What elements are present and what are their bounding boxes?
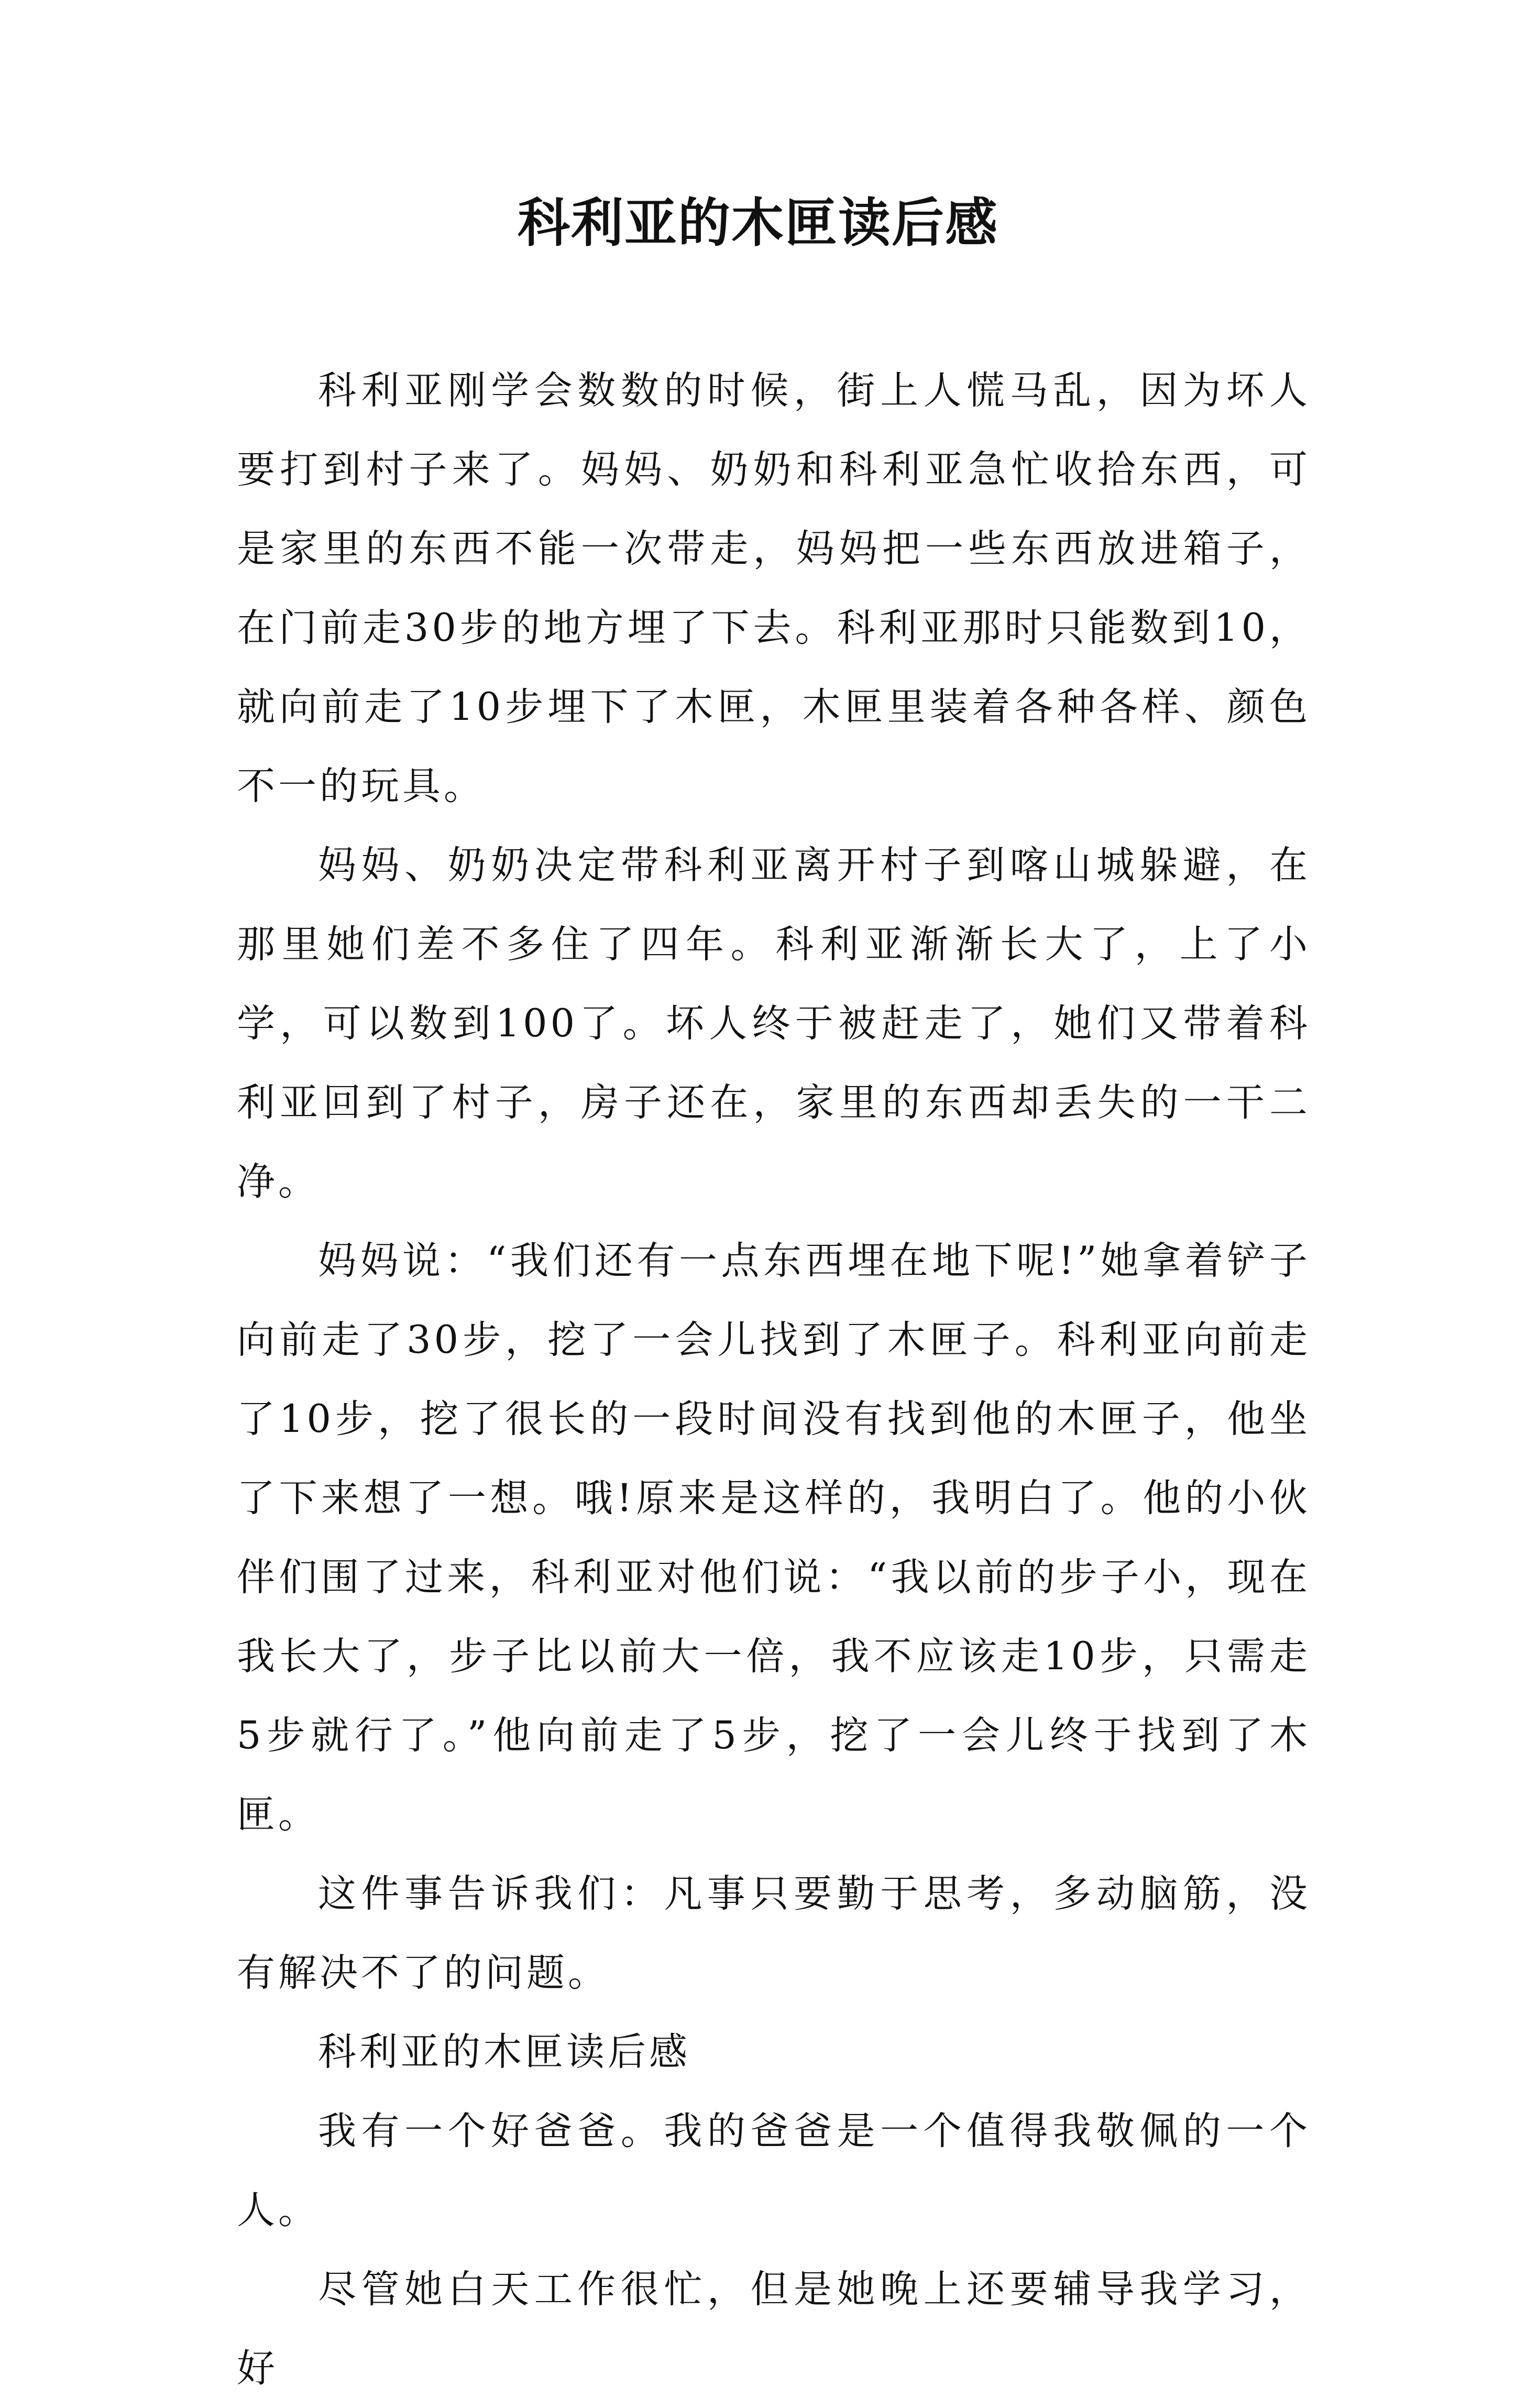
section-heading: 科利亚的木匣读后感: [318, 2030, 690, 2074]
paragraph-6: 尽管她白天工作很忙，但是她晚上还要辅导我学习，好: [237, 2267, 1311, 2391]
paragraph-2: 妈妈、奶奶决定带科利亚离开村子到喀山城躲避，在那里她们差不多住了四年。科利亚渐渐长大了，上了小学，可以数到100了。坏人终于被赶走了，她们又带着科利亚回到了村子，房子还在，家里的东西却丢失的一干二净。: [237, 843, 1311, 1204]
paragraph-3: 妈妈说：“我们还有一点东西埋在地下呢!”她拿着铲子向前走了30步，挖了一会儿找到了木匣子。科利亚向前走了10步，挖了很长的一段时间没有找到他的木匣子，他坐了下来想了一想。哦!原来是这样的，我明白了。他的小伙伴们围了过来，科利亚对他们说：“我以前的步子小，现在我长大了，步子比以前大一倍，我不应该走10步，只需走5步就行了。”他向前走了5步，挖了一会儿终于找到了木匣。: [237, 1239, 1311, 1837]
paragraph-4: 这件事告诉我们：凡事只要勤于思考，多动脑筋，没有解决不了的问题。: [237, 1871, 1311, 1995]
document-title: 科利亚的木匣读后感: [518, 192, 998, 254]
paragraph-5: 我有一个好爸爸。我的爸爸是一个值得我敬佩的一个人。: [237, 2109, 1311, 2232]
paragraph-1: 科利亚刚学会数数的时候，街上人慌马乱，因为坏人要打到村子来了。妈妈、奶奶和科利亚急忙收拾东西，可是家里的东西不能一次带走，妈妈把一些东西放进箱子，在门前走30步的地方埋了下去。科利亚那时只能数到10，就向前走了10步埋下了木匣，木匣里装着各种各样、颜色不一的玩具。: [237, 368, 1311, 808]
document-body: [237, 351, 1311, 2408]
